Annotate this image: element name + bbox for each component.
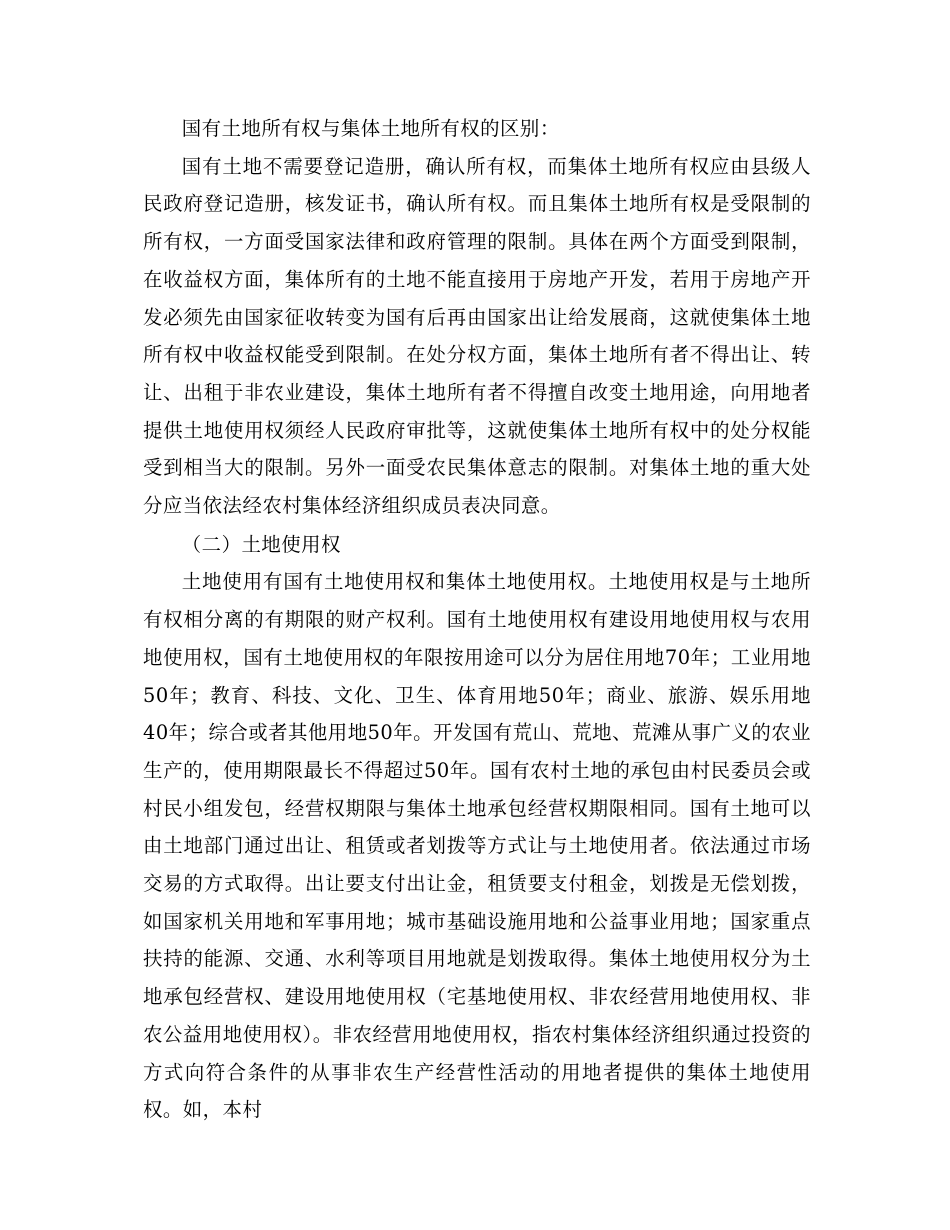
document-body [143, 110, 811, 1129]
paragraph-intro: 国有土地所有权与集体土地所有权的区别： [181, 117, 560, 140]
section-heading-land-use-right: （二）土地使用权 [181, 532, 341, 556]
paragraph-land-use-right: 土地使用有国有土地使用权和集体土地使用权。土地使用权是与土地所有权相分离的有期限的财产权利。国有土地使用权有建设用地使用权与农用地使用权，国有土地使用权的年限按用途可以分为居住用地70年；工业用地50年；教育、科技、文化、卫生、体育用地50年；商业、旅游、娱乐用地40年；综合或者其他用地50年。开发国有荒山、荒地、荒滩从事广义的农业生产的，使用期限最长不得超过50年。国有农村土地的承包由村民委员会或村民小组发包，经营权期限与集体土地承包经营权期限相同。国有土地可以由土地部门通过出让、租赁或者划拨等方式让与土地使用者。依法通过市场交易的方式取得。出让要支付出让金，租赁要支付租金，划拨是无偿划拨，如国家机关用地和军事用地；城市基础设施用地和公益事业用地；国家重点扶持的能源、交通、水利等项目用地就是划拨取得。集体土地使用权分为土地承包经营权、建设用地使用权（宅基地使用权、非农经营用地使用权、非农公益用地使用权）。非农经营用地使用权，指农村集体经济组织通过投资的方式向符合条件的从事非农生产经营性活动的用地者提供的集体土地使用权。如，本村 [143, 570, 811, 1122]
paragraph-ownership-difference: 国有土地不需要登记造册，确认所有权，而集体土地所有权应由县级人民政府登记造册，核发证书，确认所有权。而且集体土地所有权是受限制的所有权，一方面受国家法律和政府管理的限制。具体在两个方面受到限制，在收益权方面，集体所有的土地不能直接用于房地产开发，若用于房地产开发必须先由国家征收转变为国有后再由国家出让给发展商，这就使集体土地所有权中收益权能受到限制。在处分权方面，集体土地所有者不得出让、转让、出租于非农业建设，集体土地所有者不得擅自改变土地用途，向用地者提供土地使用权须经人民政府审批等，这就使集体土地所有权中的处分权能受到相当大的限制。另外一面受农民集体意志的限制。对集体土地的重大处分应当依法经农村集体经济组织成员表决同意。 [143, 154, 811, 518]
